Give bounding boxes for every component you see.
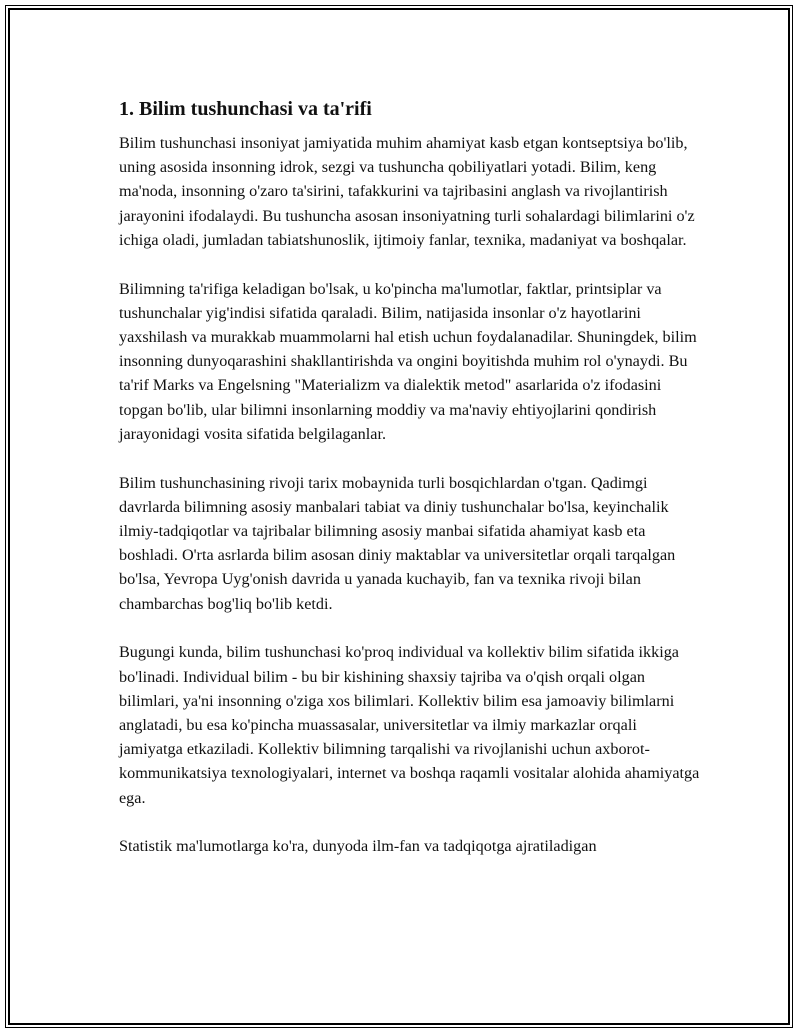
section-heading: 1. Bilim tushunchasi va ta'rifi: [119, 98, 372, 120]
paragraph-1: Bilim tushunchasi insoniyat jamiyatida muhim ahamiyat kasb etgan kontseptsiya bo'lib, uning asosida insonning idrok, sezgi va tushuncha qobiliyatlari yotadi. Bilim, keng ma'noda, insonning o'zaro ta'sirini, tafakkurini va tajribasini anglash va rivojlantirish jarayonini ifodalaydi. Bu tushuncha asosan insoniyatning turli sohalardagi bilimlarini o'z ichiga oladi, jumladan tabiatshunoslik, ijtimoiy fanlar, texnika, madaniyat va boshqalar.: [119, 134, 695, 249]
paragraph-2: Bilimning ta'rifiga keladigan bo'lsak, u ko'pincha ma'lumotlar, faktlar, printsiplar va tushunchalar yig'indisi sifatida qaraladi. Bilim, natijasida insonlar o'z hayotlarini yaxshilash va murakkab muammolarni hal etish uchun foydalanadilar. Shuningdek, bilim insonning dunyoqarashini shakllantirishda va ongini boyitishda muhim rol o'ynaydi. Bu ta'rif Marks va Engelsning "Materializm va dialektik metod" asarlarida o'z ifodasini topgan bo'lib, ular bilimni insonlarning moddiy va ma'naviy ehtiyojlarini qondirish jarayonidagi vosita sifatida belgilaganlar.: [119, 279, 697, 443]
document-content: [119, 97, 704, 883]
paragraph-4: Bugungi kunda, bilim tushunchasi ko'proq individual va kollektiv bilim sifatida ikkiga bo'linadi. Individual bilim - bu bir kishining shaxsiy tajriba va o'qish orqali olgan bilimlari, ya'ni insonning o'ziga xos bilimlari. Kollektiv bilim esa jamoaviy bilimlarni anglatadi, bu esa ko'pincha muassasalar, universitetlar va ilmiy markazlar orqali jamiyatga etkaziladi. Kollektiv bilimning tarqalishi va rivojlanishi uchun axborot-kommunikatsiya texnologiyalari, internet va boshqa raqamli vositalar alohida ahamiyatga ega.: [119, 643, 700, 807]
paragraph-5: Statistik ma'lumotlarga ko'ra, dunyoda ilm-fan va tadqiqotga ajratiladigan: [119, 837, 597, 856]
document-page: [5, 5, 793, 1028]
paragraph-3: Bilim tushunchasining rivoji tarix mobaynida turli bosqichlardan o'tgan. Qadimgi davrlarda bilimning asosiy manbalari tabiat va diniy tushunchalar bo'lsa, keyinchalik ilmiy-tadqiqotlar va tajribalar bilimning asosiy manbai sifatida ahamiyat kasb eta boshladi. O'rta asrlarda bilim asosan diniy maktablar va universitetlar orqali tarqalgan bo'lsa, Yevropa Uyg'onish davrida u yanada kuchayib, fan va texnika rivoji bilan chambarchas bog'liq bo'lib ketdi.: [119, 473, 676, 613]
